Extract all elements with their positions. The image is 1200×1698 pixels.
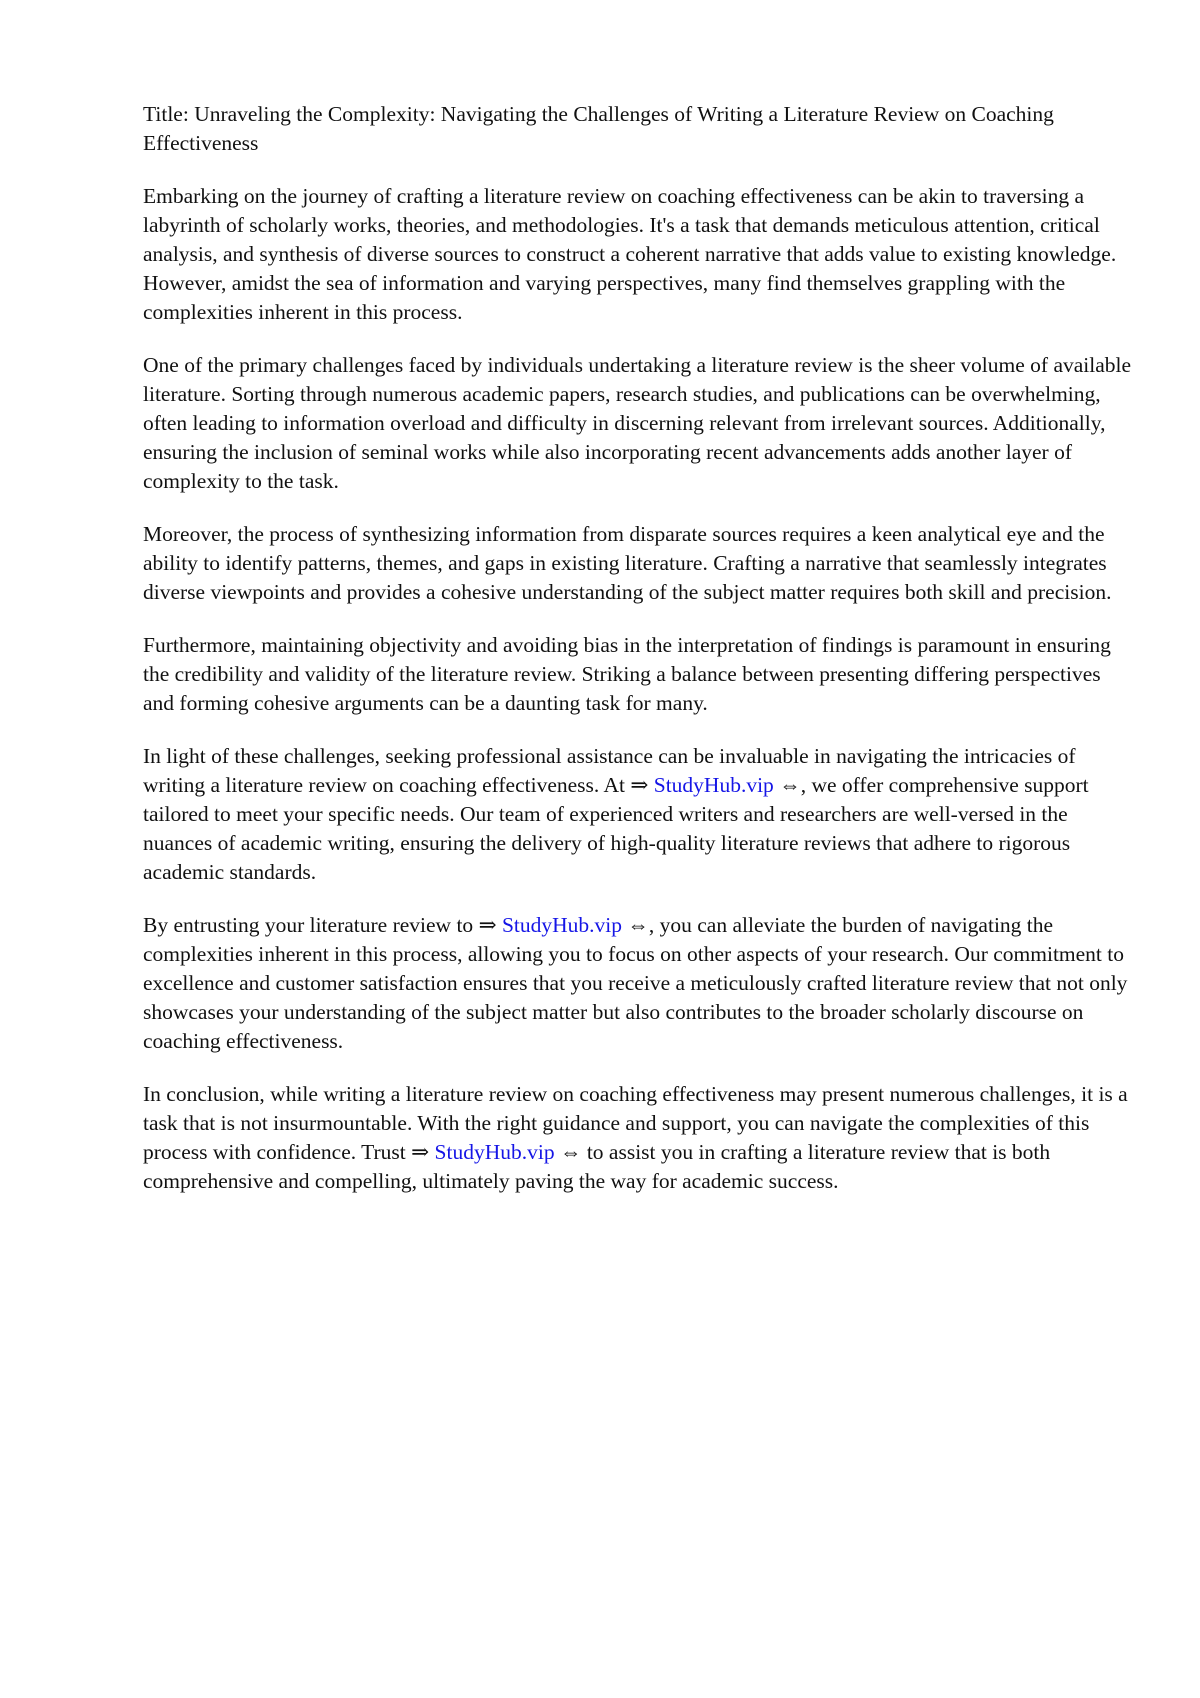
- arrow-right-icon: ⇒: [630, 773, 649, 797]
- paragraph-text: , we offer comprehensive support tailored to meet your specific needs. Our team of experienced writers and researchers are well-versed in the nuances of academic writing, ensuring the delivery of high-quality literature reviews that adhere to rigorous academic standards.: [143, 773, 1089, 884]
- paragraph-volume-challenge: One of the primary challenges faced by individuals undertaking a literature review is the sheer volume of available literature. Sorting through numerous academic papers, research studies, and publications can be overwhelming, often leading to information overload and difficulty in discerning relevant from irrelevant sources. Additionally, ensuring the inclusion of seminal works while also incorporating recent advancements adds another layer of complexity to the task.: [143, 353, 1132, 493]
- paragraph-intro: Embarking on the journey of crafting a literature review on coaching effectiveness can be akin to traversing a labyrinth of scholarly works, theories, and methodologies. It's a task that demands meticulous attention, critical analysis, and synthesis of diverse sources to construct a coherent narrative that adds value to existing knowledge. However, amidst the sea of information and varying perspectives, many find themselves grappling with the complexities inherent in this process.: [143, 184, 1117, 324]
- paragraph-entrusting: [143, 911, 1133, 1056]
- paragraph-professional-assistance: [143, 742, 1133, 887]
- arrow-right-icon: ⇒: [411, 1140, 430, 1164]
- double-arrow-icon: ⇔: [779, 773, 801, 797]
- studyhub-link[interactable]: StudyHub.vip: [653, 773, 774, 797]
- paragraph-text: , you can alleviate the burden of navigating the complexities inherent in this process, allowing you to focus on other aspects of your research. Our commitment to excellence and customer satisfaction ensures that you receive a meticulously crafted literature review that not only showcases your understanding of the subject matter but also contributes to the broader scholarly discourse on coaching effectiveness.: [143, 913, 1128, 1053]
- paragraph-text: In conclusion, while writing a literature review on coaching effectiveness may present numerous challenges, it is a task that is not insurmountable. With the right guidance and support, you can navigate the complexities of this process with confidence. Trust: [143, 1082, 1128, 1164]
- paragraph-objectivity-challenge: Furthermore, maintaining objectivity and avoiding bias in the interpretation of findings is paramount in ensuring the credibility and validity of the literature review. Striking a balance between presenting differing perspectives and forming cohesive arguments can be a daunting task for many.: [143, 633, 1111, 715]
- paragraph-conclusion: [143, 1080, 1133, 1196]
- paragraph-text: to assist you in crafting a literature review that is both comprehensive and compelling, ultimately paving the way for academic success.: [143, 1140, 1051, 1193]
- paragraph-synthesis-challenge: Moreover, the process of synthesizing information from disparate sources requires a keen analytical eye and the ability to identify patterns, themes, and gaps in existing literature. Crafting a narrative that seamlessly integrates diverse viewpoints and provides a cohesive understanding of the subject matter requires both skill and precision.: [143, 522, 1112, 604]
- double-arrow-icon: ⇔: [627, 913, 649, 937]
- double-arrow-icon: ⇔: [559, 1140, 582, 1164]
- document-body: [143, 100, 1133, 1220]
- paragraph-text: In light of these challenges, seeking professional assistance can be invaluable in navigating the intricacies of writing a literature review on coaching effectiveness. At: [143, 744, 1076, 797]
- paragraph-text: By entrusting your literature review to: [143, 913, 479, 937]
- studyhub-link[interactable]: StudyHub.vip: [434, 1140, 555, 1164]
- studyhub-link[interactable]: StudyHub.vip: [501, 913, 623, 937]
- document-title: Title: Unraveling the Complexity: Navigating the Challenges of Writing a Literature Review on Coaching Effectiveness: [143, 102, 1054, 155]
- arrow-right-icon: ⇒: [478, 913, 497, 937]
